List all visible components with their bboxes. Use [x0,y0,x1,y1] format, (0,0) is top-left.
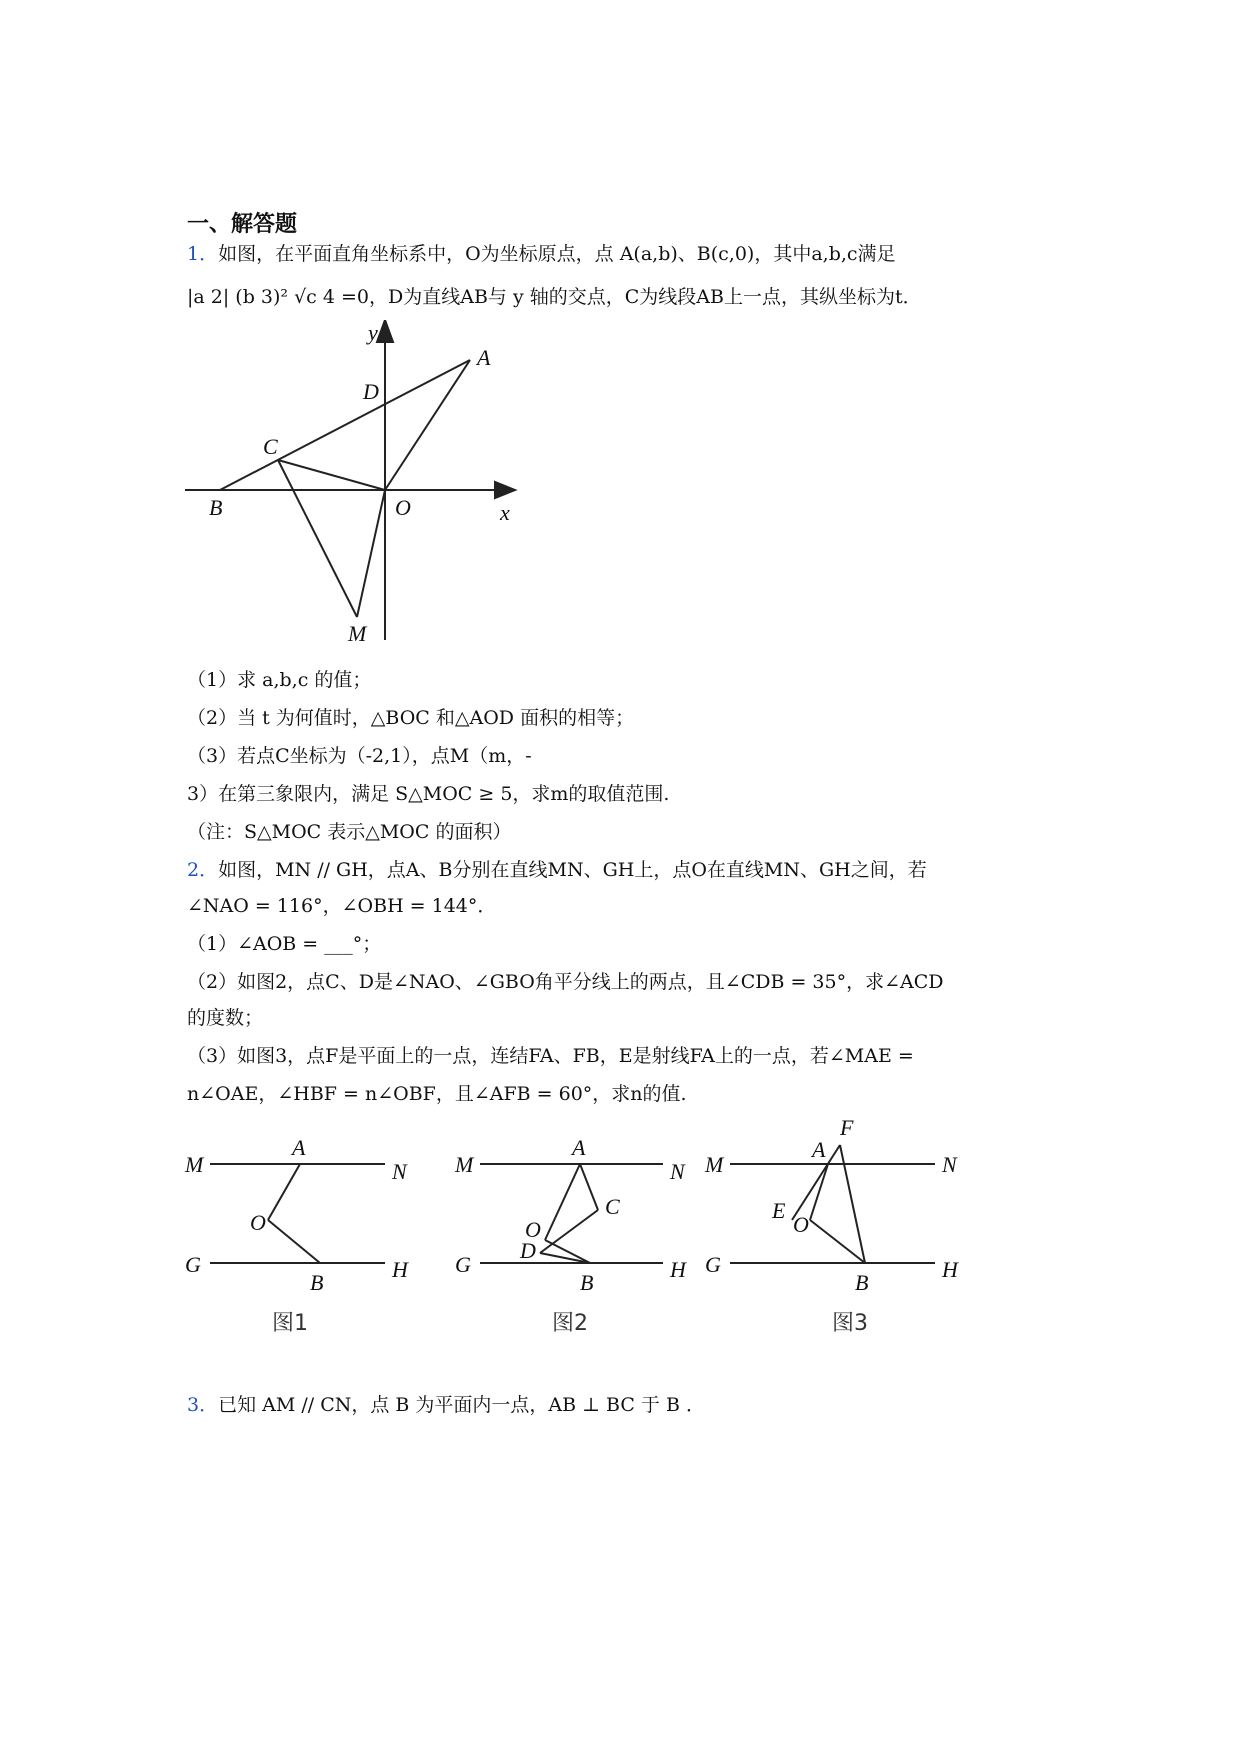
fig2-label-H: H [670,1257,686,1282]
label-A: A [477,345,491,370]
fig3-label-A: A [812,1137,826,1162]
q2-part1: （1）∠AOB = ___°； [187,933,382,955]
fig1-label-M: M [185,1152,204,1177]
q2-text-1: 如图，MN // GH，点A、B分别在直线MN、GH上，点O在直线MN、GH之间，若 [218,859,927,881]
fig3-label-F: F [840,1115,854,1140]
fig1-label-O: O [250,1210,266,1235]
fig2-label-O: O [525,1217,541,1242]
fig2-label-D: D [520,1238,536,1263]
fig1-label-N: N [392,1159,407,1184]
q3-text: 已知 AM // CN，点 B 为平面内一点，AB ⊥ BC 于 B ． [218,1394,705,1416]
fig1-label-A: A [292,1135,306,1160]
fig3-label-B: B [855,1270,869,1295]
fig3-caption: 图3 [832,1311,868,1336]
y-axis-arrow [377,320,393,342]
fig1-label-B: B [310,1270,324,1295]
segment-CM [278,460,357,617]
label-B: B [209,495,223,520]
label-C: C [263,434,278,459]
fig2-label-A: A [572,1135,586,1160]
label-O: O [395,495,411,520]
segment-BA [220,360,470,490]
fig3-label-N: N [942,1152,957,1177]
fig2-label-B: B [580,1270,594,1295]
q1-text-1: 如图，在平面直角坐标系中，O为坐标原点，点 A(a,b)、B(c,0)，其中a,b,c满足 [218,243,896,265]
q3-number: 3． [187,1394,219,1416]
label-M: M [348,621,367,646]
fig2-label-C: C [605,1194,620,1219]
fig2-label-N: N [670,1159,685,1184]
fig3-label-M: M [705,1152,724,1177]
label-x: x [500,500,510,525]
q1-note: （注：S△MOC 表示△MOC 的面积） [187,821,512,843]
q2-line1 [187,857,927,883]
fig3-label-O: O [793,1212,809,1237]
q2-part2a: （2）如图2，点C、D是∠NAO、∠GBO角平分线上的两点，且∠CDB = 35°，求∠ACD [187,971,944,993]
fig1-label-H: H [392,1257,408,1282]
fig2-seg-OB [545,1240,590,1263]
segment-MO [357,490,385,617]
q1-part3a: （3）若点C坐标为（-2,1），点M（m，- [187,745,532,767]
fig3-seg-AO [810,1164,828,1220]
q2-figures [180,1105,1000,1345]
fig3-label-E: E [772,1198,786,1223]
q2-number: 2． [187,859,219,881]
fig2-label-M: M [455,1152,474,1177]
q1-part3b: 3）在第三象限内，满足 S△MOC ≥ 5，求m的取值范围. [187,783,670,805]
fig1-seg-AO [268,1164,300,1220]
q1-line2: |a 2| (b 3)² √c 4 =0，D为直线AB与 y 轴的交点，C为线段AB上一点，其纵坐标为t． [187,286,922,308]
fig2-seg-DB [540,1253,590,1263]
segment-AO [385,360,470,490]
q1-line1 [187,241,896,267]
q3-line [187,1392,705,1418]
fig2-caption: 图2 [552,1311,588,1336]
q1-part2: （2）当 t 为何值时，△BOC 和△AOD 面积的相等； [187,707,635,729]
fig3-label-G: G [705,1252,721,1277]
fig2-seg-AO [545,1164,580,1240]
label-D: D [363,379,379,404]
x-axis-arrow [495,482,515,498]
fig2-seg-AC [580,1164,598,1210]
q2-part2b: 的度数； [187,1007,264,1029]
section-title: 一、解答题 [187,211,298,237]
fig3-label-H: H [942,1257,958,1282]
q1-part1: （1）求 a,b,c 的值； [187,669,372,691]
segment-CO [278,460,385,490]
fig1-seg-OB [268,1220,320,1263]
q2-line2: ∠NAO = 116°，∠OBH = 144°． [187,895,497,917]
q2-part3a: （3）如图3，点F是平面上的一点，连结FA、FB，E是射线FA上的一点，若∠MAE = [187,1045,914,1067]
q1-number: 1． [187,243,219,265]
label-y: y [368,320,378,345]
q1-coordinate-figure [185,320,525,650]
q2-part3b: n∠OAE，∠HBF = n∠OBF，且∠AFB = 60°，求n的值. [187,1083,687,1105]
fig2-label-G: G [455,1252,471,1277]
fig1-label-G: G [185,1252,201,1277]
fig1-caption: 图1 [272,1311,308,1336]
